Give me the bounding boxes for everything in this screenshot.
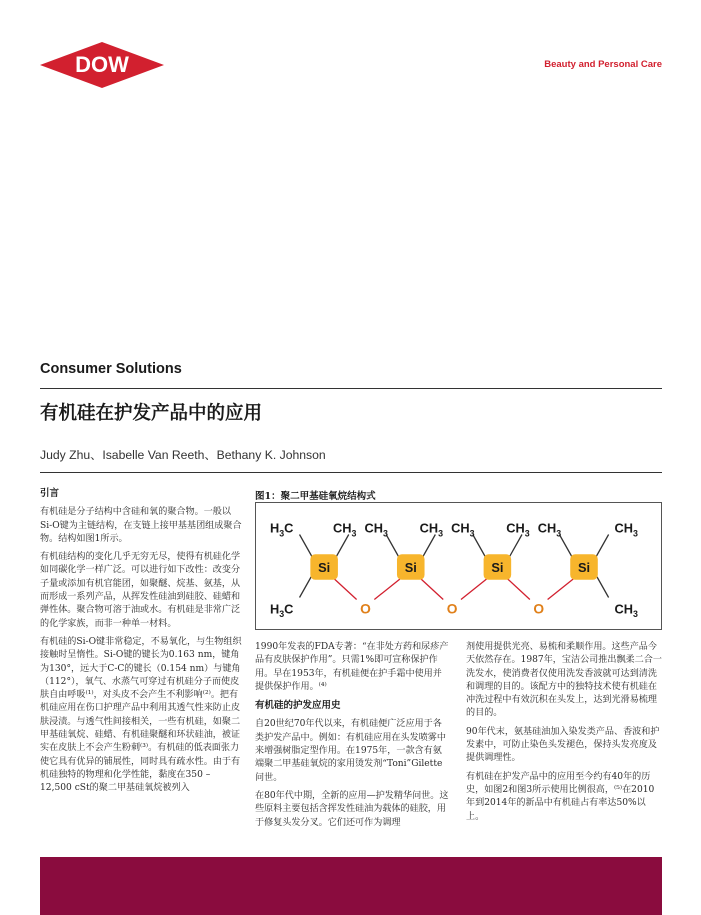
si-label: Si (404, 559, 417, 575)
column-1 (40, 487, 242, 801)
footer-band (40, 857, 662, 915)
paragraph: 有机硅是分子结构中含硅和氧的聚合物。一般以Si-O键为主链结构，在支链上接甲基基团组成聚合物。结构如图1所示。 (40, 507, 242, 544)
o-atoms (360, 601, 544, 616)
h3c-label: $H_3C$ (269, 520, 294, 539)
ch3-label: $CH_3$ (614, 520, 638, 539)
paragraph: 在80年代中期，全新的应用—护发精华问世。这些原料主要包括含挥发性硅油为载体的硅胶，用于修复头发分叉。它们还可作为调理 (255, 790, 449, 828)
h3c-label: $H_3C$ (269, 601, 294, 620)
pdms-structure-diagram (256, 503, 661, 629)
paragraph: 1990年发表的FDA专著：“在非处方药和尿疹产品有皮肤保护作用”。只需1%即可宣称保护作用。早在1953年，有机硅便在护手霜中使用并提供保护作用。⁽⁴⁾ (255, 642, 449, 692)
ch3-label: $CH_3$ (419, 520, 444, 539)
o-label: O (360, 601, 371, 617)
si-o-bonds (331, 576, 577, 600)
o-label: O (533, 601, 545, 617)
paragraph: 有机硅的Si-O键非常稳定，不易氧化，与生物组织接触时呈惰性。Si-O键的键长为0.163 nm，键角为130°，远大于C-C的键长（0.154 nm）与键角（112°），氧气、水蒸气可穿过有机硅分子而使皮肤自由呼吸⁽¹⁾，对头皮不会产生不利影响⁽²⁾。把有机硅应用在伤口护理产品中利用其透气性来防止皮肤浸渍。与透气性间接相关，一些有机硅，如聚二甲基硅氧烷、硅蜡、有机硅聚醚和环状硅油，被证实在皮肤上不会产生粉刺⁽³⁾。有机硅的低表面张力使它具有优异的铺展性，同时具有疏水性。由于有机硅独特的物理和化学性能，黏度在350 – 12,500 cSt的聚二甲基硅氧烷被列入 (40, 636, 242, 794)
ch3-label: $CH_3$ (614, 601, 638, 620)
paragraph: 剂使用提供光亮、易梳和柔顺作用。这些产品今天依然存在。1987年，宝洁公司推出飘柔二合一洗发水，使消费者仅使用洗发香波就可达到清洗和调理的目的。该配方中的独特技术使有机硅在冲洗过程中有效沉积在头发上，达到光滑易梳理的目的。 (466, 642, 662, 719)
intro-heading: 引言 (40, 488, 60, 499)
divider (40, 472, 662, 473)
structure-figure (255, 502, 662, 630)
si-label: Si (491, 559, 504, 575)
column-3 (466, 641, 662, 829)
section-label: Consumer Solutions (40, 361, 182, 377)
ch3-label: $CH_3$ (332, 520, 357, 539)
logo-text: DOW (75, 52, 129, 77)
paragraph: 有机硅在护发产品中的应用至今约有40年的历史，如图2和图3所示使用比例很高，⁽⁵⁾在2010年到2014年的新品中有机硅占有率达50%以上。 (466, 771, 655, 822)
authors: Judy Zhu、Isabelle Van Reeth、Bethany K. Johnson (40, 448, 326, 462)
ch3-label: $CH_3$ (451, 520, 475, 539)
paragraph: 有机硅结构的变化几乎无穷无尽，使得有机硅化学如同碳化学一样广泛。可以进行如下改性：改变分子量或添加有机官能团，如聚醚、烷基、氨基，从而形成一系列产品，从挥发性硅油到硅胶、硅蜡和弹性体。聚合物可溶于油或水。有机硅是非常广泛的化学家族，而非一种单一材料。 (40, 552, 241, 629)
history-heading: 有机硅的护发应用史 (255, 700, 341, 712)
ch3-label: $CH_3$ (506, 520, 530, 539)
ch3-label: $CH_3$ (364, 520, 388, 539)
o-label: O (446, 601, 458, 617)
page-title: 有机硅在护发产品中的应用 (40, 403, 263, 424)
paragraph: 90年代末，氨基硅油加入染发类产品、香波和护发素中，可防止染色头发褪色，保持头发亮度及提供调理性。 (466, 726, 660, 764)
paragraph: 自20世纪70年代以来，有机硅便广泛应用于各类护发产品中。例如：有机硅应用在头发喷雾中来增强树脂定型作用。在1975年，一款含有氨端聚二甲基硅氧烷的家用烫发剂“Toni”Gilette问世。 (255, 719, 446, 783)
segment-label: Beauty and Personal Care (544, 59, 662, 70)
si-label: Si (577, 559, 591, 575)
si-atoms (310, 554, 597, 580)
si-label: Si (318, 559, 331, 575)
dow-logo (39, 41, 165, 89)
ch3-label: $CH_3$ (537, 520, 562, 539)
column-2 (255, 641, 449, 835)
figure-caption: 图1：聚二甲基硅氧烷结构式 (255, 491, 376, 502)
divider (40, 388, 662, 389)
